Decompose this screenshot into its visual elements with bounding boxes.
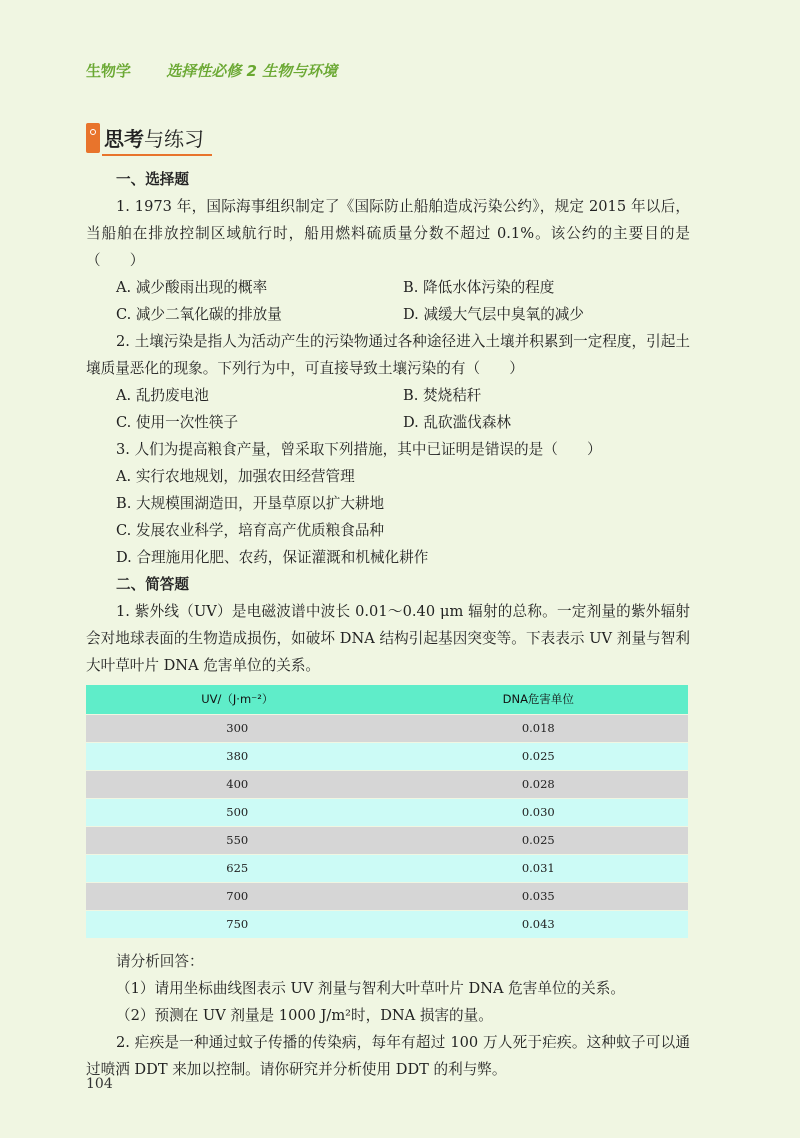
q2-options-row1 [86,382,690,409]
table-row [86,855,688,883]
sub-question-2: （2）预测在 UV 剂量是 1000 J/m²时，DNA 损害的量。 [116,1007,493,1024]
q3-stem: 3. 人们为提高粮食产量，曾采取下列措施，其中已证明是错误的是（ ） [116,441,602,458]
dna-cell: 0.018 [389,715,688,743]
q2-stem: 2. 土壤污染是指人为活动产生的污染物通过各种途径进入土壤并积累到一定程度，引起土壤质量恶化的现象。下列行为中，可直接导致土壤污染的有（ ） [86,333,690,377]
q1-option-c: C. 减少二氧化碳的排放量 [116,306,282,323]
page-header [86,60,337,81]
q3-option-d: D. 合理施用化肥、农药，保证灌溉和机械化耕作 [116,549,429,566]
table-header-row [86,685,688,715]
part1-heading: 一、选择题 [116,171,189,188]
q3-option-a: A. 实行农地规划，加强农田经营管理 [116,468,355,485]
table-row [86,883,688,911]
table-header-dna: DNA危害单位 [389,685,688,715]
sub-question-1: （1）请用坐标曲线图表示 UV 剂量与智利大叶草叶片 DNA 危害单位的关系。 [116,980,625,997]
q3-option-c: C. 发展农业科学，培育高产优质粮食品种 [116,522,385,539]
q2-option-d: D. 乱砍滥伐森林 [403,414,512,431]
section-title-light: 与练习 [144,126,204,151]
q2-option-a: A. 乱扔废电池 [116,387,209,404]
q2-option-c: C. 使用一次性筷子 [116,414,239,431]
q1-stem: 1. 1973 年，国际海事组织制定了《国际防止船舶造成污染公约》，规定 2015 年以后，当船舶在排放控制区域航行时，船用燃料硫质量分数不超过 0.1%。该公约的主要目的是（ ） [86,198,690,269]
table-row [86,827,688,855]
uv-cell: 750 [86,911,389,939]
table-row [86,715,688,743]
dna-cell: 0.043 [389,911,688,939]
q1-option-d: D. 减缓大气层中臭氧的减少 [403,306,584,323]
q1-option-a: A. 减少酸雨出现的概率 [116,279,268,296]
page-number: 104 [86,1076,113,1092]
book-title: 生物学 [86,62,132,80]
table-header-uv: UV/（J·m⁻²） [86,685,389,715]
dna-cell: 0.025 [389,827,688,855]
dna-cell: 0.031 [389,855,688,883]
section-title [86,120,212,156]
q2-option-b: B. 焚烧秸秆 [403,387,482,404]
dna-cell: 0.035 [389,883,688,911]
sq1-stem: 1. 紫外线（UV）是电磁波谱中波长 0.01～0.40 μm 辐射的总称。一定剂量的紫外辐射会对地球表面的生物造成损伤，如破坏 DNA 结构引起基因突变等。下表表示 UV 剂量与智利大叶草叶片 DNA 危害单位的关系。 [86,603,690,674]
uv-cell: 500 [86,799,389,827]
uv-cell: 550 [86,827,389,855]
sq2-stem: 2. 疟疾是一种通过蚊子传播的传染病，每年有超过 100 万人死于疟疾。这种蚊子可以通过喷洒 DDT 来加以控制。请你研究并分析使用 DDT 的利与弊。 [86,1034,690,1078]
uv-cell: 400 [86,771,389,799]
uv-cell: 380 [86,743,389,771]
part2-heading: 二、简答题 [116,576,189,593]
q1-options-row1 [86,274,690,301]
exercise-content [86,166,690,1083]
dna-cell: 0.025 [389,743,688,771]
table-row [86,743,688,771]
q2-options-row2 [86,409,690,436]
table-row [86,799,688,827]
q3-option-b: B. 大规模围湖造田，开垦草原以扩大耕地 [116,495,385,512]
q1-option-b: B. 降低水体污染的程度 [403,279,555,296]
uv-cell: 300 [86,715,389,743]
section-title-bold: 思考 [104,126,144,151]
dna-cell: 0.030 [389,799,688,827]
ask-text: 请分析回答： [116,953,204,970]
uv-cell: 700 [86,883,389,911]
table-row [86,911,688,939]
dna-cell: 0.028 [389,771,688,799]
volume-title: 选择性必修 2 生物与环境 [166,62,338,80]
key-icon [86,123,100,153]
uv-cell: 625 [86,855,389,883]
q1-options-row2 [86,301,690,328]
uv-dna-table [86,685,688,938]
table-row [86,771,688,799]
